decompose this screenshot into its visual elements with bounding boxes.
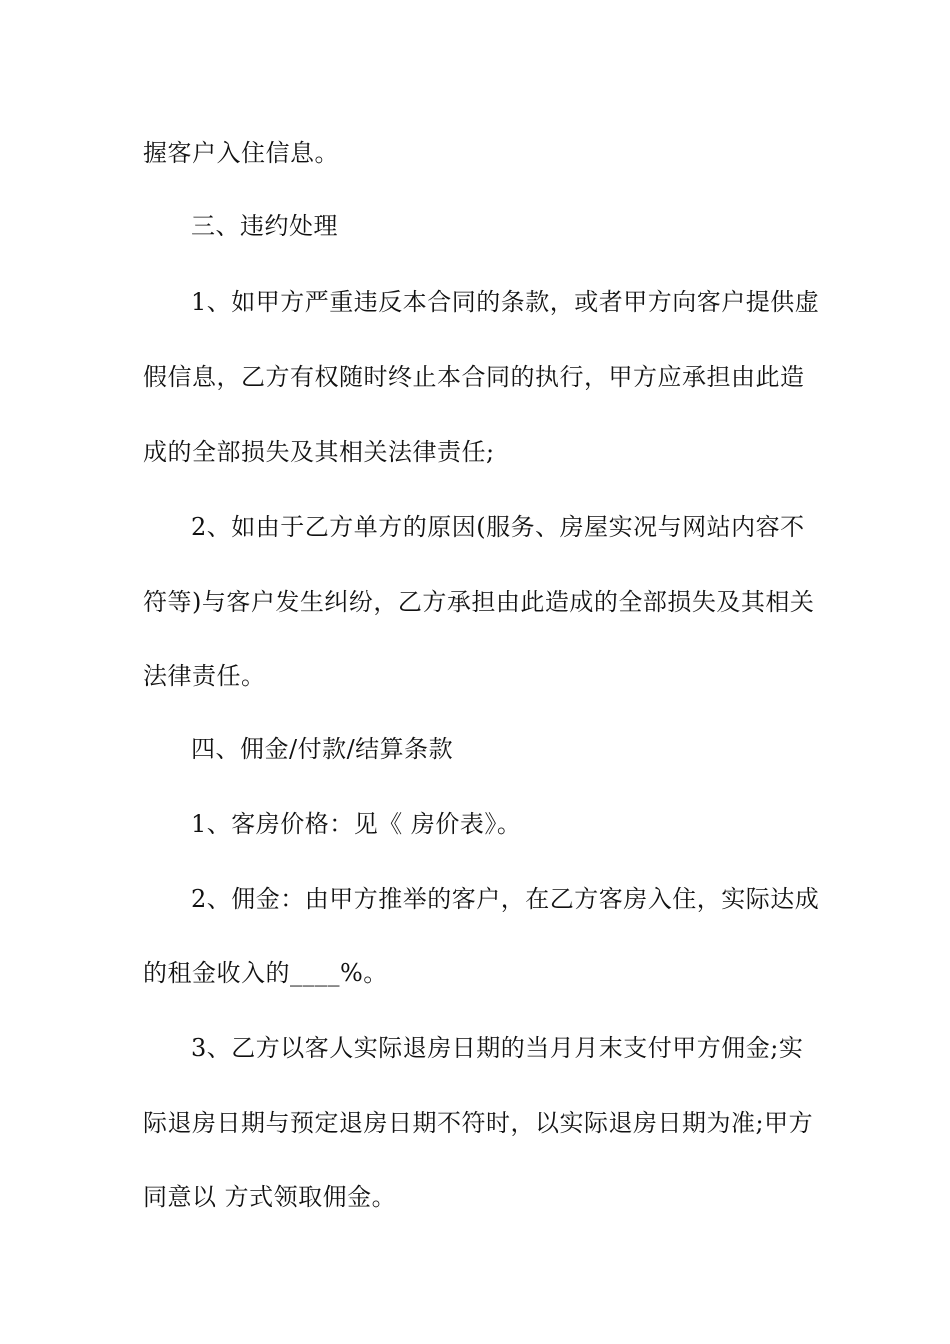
paragraph-line: 符等)与客户发生纠纷，乙方承担由此造成的全部损失及其相关 <box>143 588 815 616</box>
paragraph-line: 的租金收入的____%。 <box>143 959 388 987</box>
paragraph-line: 2、如由于乙方单方的原因(服务、房屋实况与网站内容不 <box>191 513 805 541</box>
paragraph-line: 法律责任。 <box>143 662 266 690</box>
paragraph-line: 际退房日期与预定退房日期不符时，以实际退房日期为准;甲方 <box>143 1109 814 1137</box>
paragraph-line: 3、乙方以客人实际退房日期的当月月末支付甲方佣金;实 <box>191 1034 804 1062</box>
paragraph-line: 假信息，乙方有权随时终止本合同的执行，甲方应承担由此造 <box>143 363 805 391</box>
paragraph-line: 握客户入住信息。 <box>143 139 339 167</box>
section-heading-breach: 三、违约处理 <box>191 212 338 240</box>
paragraph-line: 同意以 方式领取佣金。 <box>143 1183 397 1211</box>
paragraph-line: 1、如甲方严重违反本合同的条款，或者甲方向客户提供虚 <box>191 288 820 316</box>
paragraph-line: 2、佣金：由甲方推举的客户，在乙方客房入住，实际达成 <box>191 885 820 913</box>
paragraph-line: 成的全部损失及其相关法律责任; <box>143 438 495 466</box>
paragraph-line: 1、客房价格：见《 房价表》。 <box>191 810 522 838</box>
section-heading-commission: 四、佣金/付款/结算条款 <box>191 735 454 763</box>
